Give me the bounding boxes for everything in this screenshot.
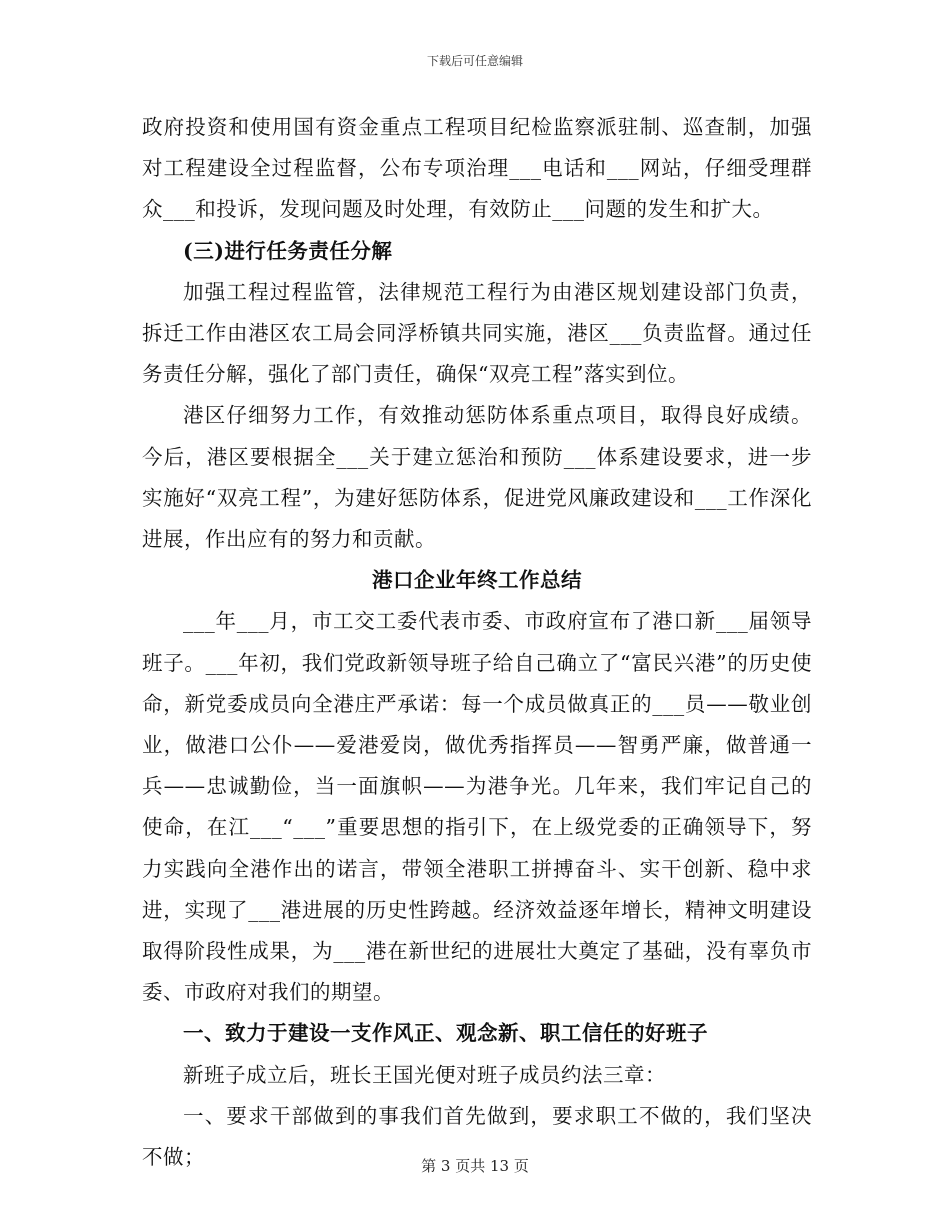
page-number: 第 3 页共 13 页	[421, 1157, 529, 1175]
page-header-note: 下载后可任意编辑	[426, 54, 523, 68]
body-paragraph: 一、要求干部做到的事我们首先做到，要求职工不做的，我们坚决不做；	[142, 1103, 812, 1170]
section-heading: (三)进行任务责任分解	[183, 238, 393, 263]
body-paragraph: 新班子成立后，班长王国光便对班子成员约法三章：	[183, 1062, 666, 1087]
section-heading: 一、致力于建设一支作风正、观念新、职工信任的好班子	[183, 1021, 708, 1046]
document-body	[142, 107, 812, 1178]
body-paragraph: ___年___月，市工交工委代表市委、市政府宣布了港口新___届领导班子。___年初，我们党政新领导班子给自己确立了“富民兴港”的历史使命，新党委成员向全港庄严承诺：每一个成员做真正的___员——敬业创业，做港口公仆——爱港爱岗，做优秀指挥员——智勇严廉，做普通一兵——忠诚勤俭，当一面旗帜——为港争光。几年来，我们牢记自己的使命，在江___“___”重要思想的指引下，在上级党委的正确领导下，努力实践向全港作出的诺言，带领全港职工拼搏奋斗、实干创新、稳中求进，实现了___港进展的历史性跨越。经济效益逐年增长，精神文明建设取得阶段性成果，为___港在新世纪的进展壮大奠定了基础，没有辜负市委、市政府对我们的期望。	[142, 609, 812, 1005]
body-paragraph: 加强工程过程监管，法律规范工程行为由港区规划建设部门负责，拆迁工作由港区农工局会同浮桥镇共同实施，港区___负责监督。通过任务责任分解，强化了部门责任，确保“双亮工程”落实到位。	[142, 279, 812, 387]
body-paragraph: 政府投资和使用国有资金重点工程项目纪检监察派驻制、巡查制，加强对工程建设全过程监督，公布专项治理___电话和___网站，仔细受理群众___和投诉，发现问题及时处理，有效防止___问题的发生和扩大。	[142, 115, 812, 222]
body-paragraph: 港区仔细努力工作，有效推动惩防体系重点项目，取得良好成绩。今后，港区要根据全___关于建立惩治和预防___体系建设要求，进一步实施好“双亮工程”，为建好惩防体系，促进党风廉政建设和___工作深化进展，作出应有的努力和贡献。	[142, 403, 812, 552]
document-title: 港口企业年终工作总结	[372, 568, 582, 593]
